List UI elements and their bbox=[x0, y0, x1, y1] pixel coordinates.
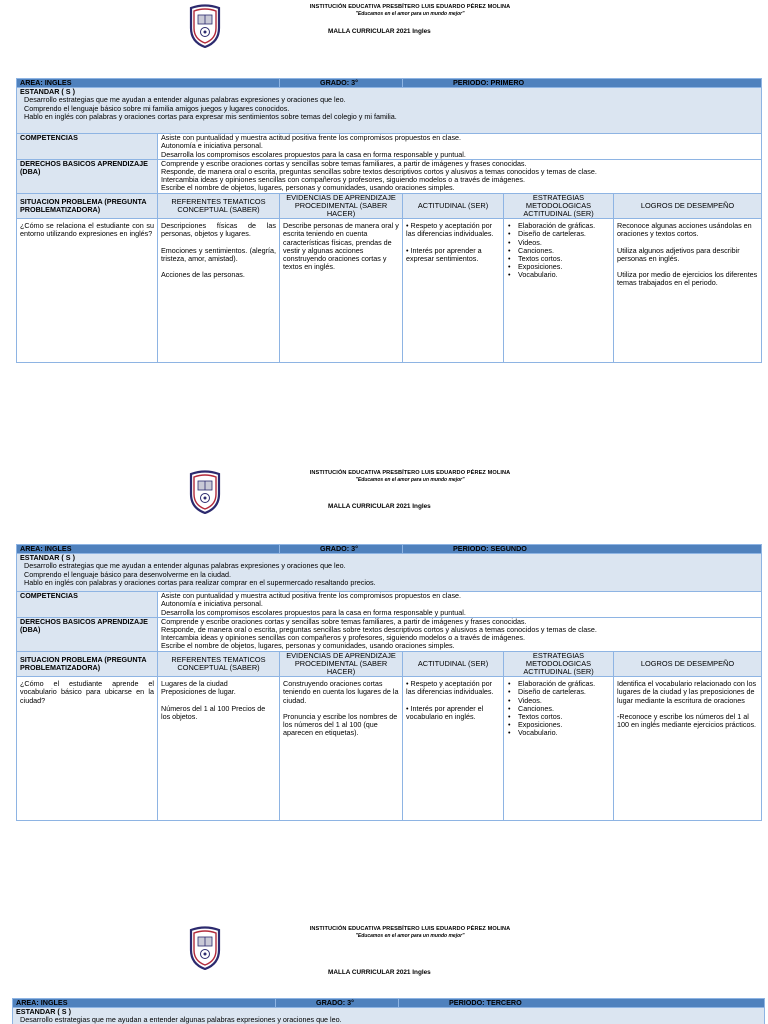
achievement-item: Reconoce algunas acciones usándolas en oraciones y textos cortos. bbox=[617, 221, 752, 239]
strategy-item: • Videos. bbox=[507, 239, 610, 247]
competency-item: Autonomía e iniciativa personal. bbox=[161, 599, 263, 609]
referent-item: Descripciones físicas de las personas, objetos y lugares. bbox=[161, 221, 277, 239]
referent-item: Acciones de las personas. bbox=[161, 270, 245, 280]
grade-label: GRADO: 3° bbox=[280, 79, 403, 88]
referent-item: Emociones y sentimientos. (alegría, tristeza, amor, amistad). bbox=[161, 245, 277, 263]
grade-label: GRADO: 3° bbox=[276, 999, 399, 1008]
attitude-item: • Respeto y aceptación por las diferencias individuales. bbox=[406, 679, 494, 697]
dba-cell bbox=[158, 159, 762, 193]
achievement-item: Utiliza por medio de ejercicios los diferentes temas trabajados en el periodo. bbox=[617, 270, 758, 288]
strategies-list bbox=[507, 222, 610, 279]
dba-item: Escribe el nombre de objetos, lugares, personas y comunidades, usando oraciones simples. bbox=[161, 641, 455, 651]
area-label: AREA: INGLES bbox=[17, 545, 280, 554]
attitudinal-heading: ACTITUDINAL (SER) bbox=[403, 193, 504, 219]
dba-item: Responde, de manera oral o escrita, preguntas sencillas sobre textos descriptivos cortos y alusivos a temas conocidos y temas de clase. bbox=[161, 625, 597, 635]
standards-heading: ESTANDAR ( S ) bbox=[16, 1007, 71, 1017]
standard-item: Desarrollo estrategias que me ayudan a entender algunas palabras expresiones y oraciones que leo. bbox=[20, 1015, 342, 1024]
dba-cell bbox=[158, 617, 762, 651]
institution-name: INSTITUCIÓN EDUCATIVA PRESBÍTERO LUIS EDUARDO PÉREZ MOLINA bbox=[309, 926, 511, 932]
motto: "Educamos en el amor para un mundo mejor" bbox=[355, 477, 465, 483]
dba-item: Comprende y escribe oraciones cortas y sencillas sobre temas familiares, a partir de imágenes y frases conocidas. bbox=[161, 616, 527, 626]
situation-question: ¿Cómo se relaciona el estudiante con su entorno utilizando expresiones en inglés? bbox=[17, 219, 158, 363]
strategy-item: • Textos cortos. bbox=[507, 255, 610, 263]
strategy-item: • Diseño de carteleras. bbox=[507, 688, 610, 696]
document-header bbox=[0, 926, 768, 986]
competency-item: Desarrolla los compromisos escolares propuestos para la casa en forma responsable y puntual. bbox=[161, 149, 466, 159]
strategy-item: • Diseño de carteleras. bbox=[507, 230, 610, 238]
referents-heading: REFERENTES TEMATICOS CONCEPTUAL (SABER) bbox=[158, 193, 280, 219]
strategy-item: • Videos. bbox=[507, 697, 610, 705]
dba-item: Responde, de manera oral o escrita, preguntas sencillas sobre textos descriptivos cortos y alusivos a temas conocidos y temas de clase. bbox=[161, 167, 597, 177]
period-label: PERIODO: SEGUNDO bbox=[403, 545, 762, 554]
competency-item: Autonomía e iniciativa personal. bbox=[161, 141, 263, 151]
competencies-heading: COMPETENCIAS bbox=[17, 134, 158, 160]
achievements-cell bbox=[614, 677, 762, 821]
strategy-item: • Exposiciones. bbox=[507, 263, 610, 271]
competencies-cell bbox=[158, 134, 762, 160]
standard-item: Comprendo el lenguaje básico sobre mi familia amigos juegos y lugares conocidos. bbox=[24, 103, 290, 113]
standard-item: Hablo en inglés con palabras y oraciones cortas para realizar comprar en el supermercado resaltando precios. bbox=[24, 577, 376, 587]
attitudinal-cell bbox=[403, 677, 504, 821]
motto: "Educamos en el amor para un mundo mejor" bbox=[355, 933, 465, 939]
strategies-cell bbox=[504, 677, 614, 821]
evidences-heading: EVIDENCIAS DE APRENDIZAJE PROCEDIMENTAL (SABER HACER) bbox=[280, 193, 403, 219]
referent-item: Números del 1 al 100 Precios de los objetos. bbox=[161, 703, 266, 721]
dba-item: Intercambia ideas y opiniones sencillas con compañeros y profesores, siguiendo modelos o a través de imágenes. bbox=[161, 633, 525, 643]
curriculum-title: MALLA CURRICULAR 2021 Ingles bbox=[328, 503, 431, 510]
standard-item: Comprendo el lenguaje básico para desenvolverme en la ciudad. bbox=[24, 569, 231, 579]
standard-item: Hablo en inglés con palabras y oraciones cortas para expresar mis sentimientos sobre temas del colegio y mi familia. bbox=[24, 111, 397, 121]
dba-item: Escribe el nombre de objetos, lugares, personas y comunidades, usando oraciones simples. bbox=[161, 183, 455, 193]
standards-heading: ESTANDAR ( S ) bbox=[20, 553, 75, 563]
strategy-item: • Vocabulario. bbox=[507, 729, 610, 737]
strategy-item: • Textos cortos. bbox=[507, 713, 610, 721]
referents-cell bbox=[158, 677, 280, 821]
evidences-heading: EVIDENCIAS DE APRENDIZAJE PROCEDIMENTAL (SABER HACER) bbox=[280, 651, 403, 677]
competency-item: Asiste con puntualidad y muestra actitud positiva frente los compromisos propuestos en clase. bbox=[161, 133, 462, 143]
strategy-item: • Vocabulario. bbox=[507, 271, 610, 279]
achievements-cell bbox=[614, 219, 762, 363]
attitude-item: • Respeto y aceptación por las diferencias individuales. bbox=[406, 221, 494, 239]
strategy-item: • Exposiciones. bbox=[507, 721, 610, 729]
strategy-item: • Canciones. bbox=[507, 705, 610, 713]
area-label: AREA: INGLES bbox=[13, 999, 276, 1008]
institution-name: INSTITUCIÓN EDUCATIVA PRESBÍTERO LUIS EDUARDO PÉREZ MOLINA bbox=[309, 470, 511, 476]
grade-label: GRADO: 3° bbox=[280, 545, 403, 554]
strategies-heading: ESTRATEGIAS METODOLOGICAS ACTITUDINAL (SER) bbox=[504, 193, 614, 219]
situation-heading: SITUACION PROBLEMA (PREGUNTA PROBLEMATIZADORA) bbox=[17, 193, 158, 219]
period-label: PERIODO: PRIMERO bbox=[403, 79, 762, 88]
referent-item: Lugares de la ciudad bbox=[161, 679, 228, 689]
institution-name: INSTITUCIÓN EDUCATIVA PRESBÍTERO LUIS EDUARDO PÉREZ MOLINA bbox=[309, 4, 511, 10]
strategy-item: • Elaboración de gráficas. bbox=[507, 680, 610, 688]
achievement-item: Utiliza algunos adjetivos para describir personas en inglés. bbox=[617, 245, 740, 263]
curriculum-table-3 bbox=[12, 998, 765, 1024]
evidences-cell bbox=[280, 677, 403, 821]
attitude-item: • Interés por aprender el vocabulario en inglés. bbox=[406, 703, 484, 721]
standard-item: Desarrollo estrategias que me ayudan a entender algunas palabras expresiones y oraciones que leo. bbox=[24, 95, 346, 105]
standard-item: Desarrollo estrategias que me ayudan a entender algunas palabras expresiones y oraciones que leo. bbox=[24, 561, 346, 571]
attitudinal-heading: ACTITUDINAL (SER) bbox=[403, 651, 504, 677]
dba-item: Comprende y escribe oraciones cortas y sencillas sobre temas familiares, a partir de imágenes y frases conocidas. bbox=[161, 158, 527, 168]
area-label: AREA: INGLES bbox=[17, 79, 280, 88]
curriculum-title: MALLA CURRICULAR 2021 Ingles bbox=[328, 28, 431, 35]
situation-question: ¿Cómo el estudiante aprende el vocabulario básico para ubicarse en la ciudad? bbox=[17, 677, 158, 821]
school-crest-icon bbox=[188, 470, 222, 514]
strategies-cell bbox=[504, 219, 614, 363]
curriculum-table-2 bbox=[16, 544, 762, 821]
dba-heading: DERECHOS BASICOS APRENDIZAJE (DBA) bbox=[17, 159, 158, 193]
strategy-item: • Elaboración de gráficas. bbox=[507, 222, 610, 230]
strategies-heading: ESTRATEGIAS METODOLOGICAS ACTITUDINAL (SER) bbox=[504, 651, 614, 677]
referents-cell bbox=[158, 219, 280, 363]
evidence-item: Pronuncia y escribe los nombres de los números del 1 al 100 (que aparecen en etiquetas). bbox=[283, 711, 398, 738]
achievement-item: -Reconoce y escribe los números del 1 al 100 en inglés mediante ejercicios prácticos. bbox=[617, 711, 757, 730]
competencies-cell bbox=[158, 592, 762, 618]
referent-item: Preposiciones de lugar. bbox=[161, 687, 236, 697]
strategy-item: • Canciones. bbox=[507, 247, 610, 255]
referents-heading: REFERENTES TEMATICOS CONCEPTUAL (SABER) bbox=[158, 651, 280, 677]
curriculum-table-1 bbox=[16, 78, 762, 363]
achievements-heading: LOGROS DE DESEMPEÑO bbox=[614, 651, 762, 677]
competency-item: Asiste con puntualidad y muestra actitud positiva frente los compromisos propuestos en clase. bbox=[161, 591, 462, 601]
document-header bbox=[0, 470, 768, 530]
school-crest-icon bbox=[188, 926, 222, 970]
achievements-heading: LOGROS DE DESEMPEÑO bbox=[614, 193, 762, 219]
competency-item: Desarrolla los compromisos escolares propuestos para la casa en forma responsable y puntual. bbox=[161, 607, 466, 617]
evidence-item: Construyendo oraciones cortas teniendo en cuenta los lugares de la ciudad. bbox=[283, 679, 399, 705]
dba-item: Intercambia ideas y opiniones sencillas con compañeros y profesores, siguiendo modelos o a través de imágenes. bbox=[161, 175, 525, 185]
achievement-item: Identifica el vocabulario relacionado con los lugares de la ciudad y las preposiciones de lugar mediante la escritura de oraciones bbox=[617, 679, 757, 705]
document-header bbox=[0, 4, 768, 64]
period-label: PERIODO: TERCERO bbox=[399, 999, 765, 1008]
situation-heading: SITUACION PROBLEMA (PREGUNTA PROBLEMATIZADORA) bbox=[17, 651, 158, 677]
curriculum-title: MALLA CURRICULAR 2021 Ingles bbox=[328, 969, 431, 976]
attitude-item: • Interés por aprender a expresar sentimientos. bbox=[406, 245, 482, 263]
standards-heading: ESTANDAR ( S ) bbox=[20, 87, 75, 97]
standards-cell bbox=[13, 1008, 765, 1024]
dba-heading: DERECHOS BASICOS APRENDIZAJE (DBA) bbox=[17, 617, 158, 651]
motto: "Educamos en el amor para un mundo mejor" bbox=[355, 11, 465, 17]
attitudinal-cell bbox=[403, 219, 504, 363]
standards-cell bbox=[17, 88, 762, 134]
strategies-list bbox=[507, 680, 610, 737]
competencies-heading: COMPETENCIAS bbox=[17, 592, 158, 618]
evidences-cell: Describe personas de manera oral y escrita teniendo en cuenta características físicas, prendas de vestir y algunas acciones construyendo oraciones cortas y textos en inglés. bbox=[280, 219, 403, 363]
school-crest-icon bbox=[188, 4, 222, 48]
standards-cell bbox=[17, 554, 762, 592]
